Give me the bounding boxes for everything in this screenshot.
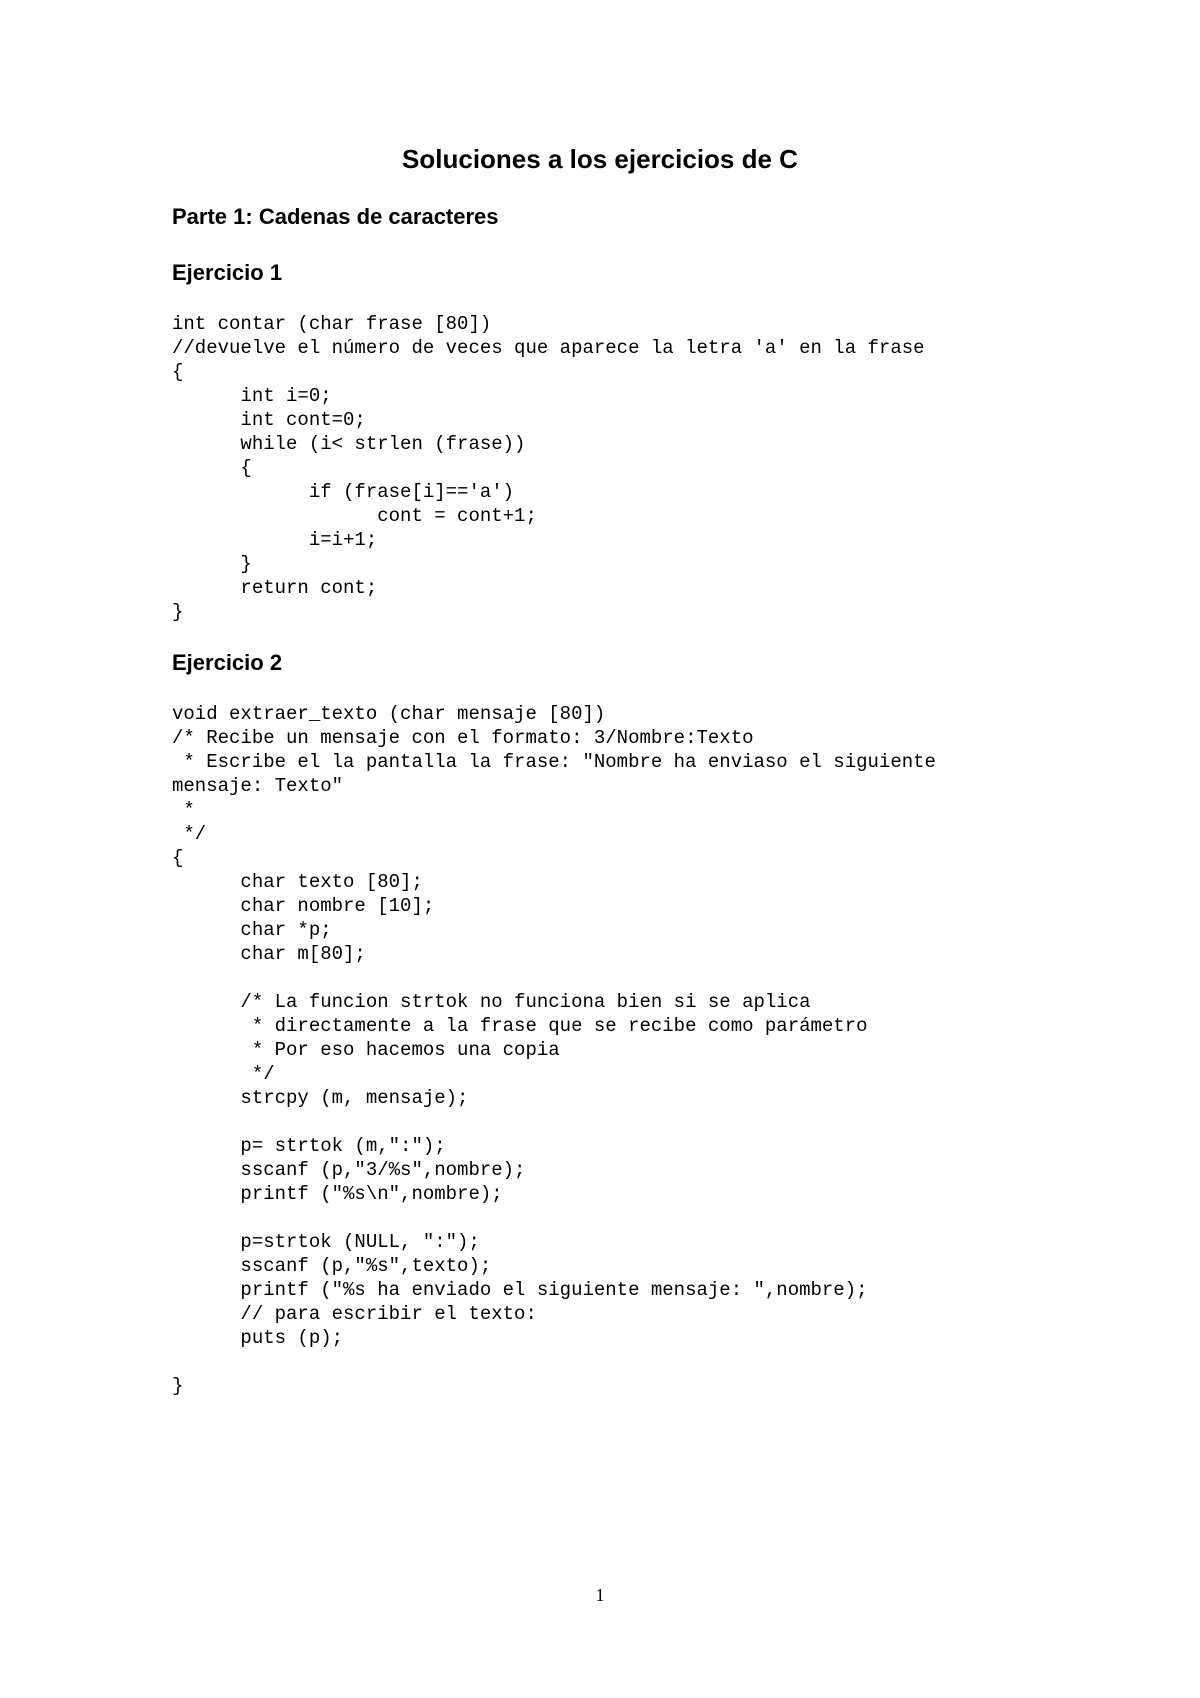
- code-line: while (i< strlen (frase)): [172, 433, 526, 455]
- document-title: Soluciones a los ejercicios de C: [402, 144, 798, 174]
- code-line: {: [172, 847, 184, 869]
- code-line: /* La funcion strtok no funciona bien si se aplica: [172, 991, 811, 1013]
- code-line: *: [172, 799, 195, 821]
- code-line: {: [172, 361, 184, 383]
- code-line: [172, 966, 1052, 990]
- code-line: // para escribir el texto:: [172, 1303, 537, 1325]
- code-line: }: [172, 601, 184, 623]
- code-line: char m[80];: [172, 943, 366, 965]
- exercise-2-code-block: [172, 702, 1052, 1398]
- code-line: int contar (char frase [80]): [172, 313, 492, 335]
- code-line: //devuelve el número de veces que aparece la letra 'a' en la frase: [172, 337, 925, 359]
- code-line: strcpy (m, mensaje);: [172, 1087, 469, 1109]
- code-line: /* Recibe un mensaje con el formato: 3/Nombre:Texto: [172, 727, 754, 749]
- code-line: }: [172, 1375, 184, 1397]
- code-line: if (frase[i]=='a'): [172, 481, 515, 503]
- code-line: int cont=0;: [172, 409, 366, 431]
- code-line: i=i+1;: [172, 529, 378, 551]
- code-line: cont = cont+1;: [172, 505, 537, 527]
- code-line: * Por eso hacemos una copia: [172, 1039, 560, 1061]
- code-line: {: [172, 457, 252, 479]
- part-heading: Parte 1: Cadenas de caracteres: [172, 204, 499, 229]
- code-line: }: [172, 553, 252, 575]
- code-line: sscanf (p,"%s",texto);: [172, 1255, 492, 1277]
- code-line: p= strtok (m,":");: [172, 1135, 446, 1157]
- code-line: printf ("%s ha enviado el siguiente mensaje: ",nombre);: [172, 1279, 868, 1301]
- code-line: * Escribe el la pantalla la frase: "Nombre ha enviaso el siguiente: [172, 751, 936, 773]
- exercise-1-heading: Ejercicio 1: [172, 260, 283, 285]
- code-line: p=strtok (NULL, ":");: [172, 1231, 480, 1253]
- page-number: 1: [595, 1585, 605, 1605]
- code-line: sscanf (p,"3/%s",nombre);: [172, 1159, 526, 1181]
- exercise-2-heading: Ejercicio 2: [172, 650, 283, 675]
- code-line: void extraer_texto (char mensaje [80]): [172, 703, 606, 725]
- code-line: char texto [80];: [172, 871, 423, 893]
- code-line: mensaje: Texto": [172, 775, 344, 797]
- code-line: printf ("%s\n",nombre);: [172, 1183, 503, 1205]
- code-line: char nombre [10];: [172, 895, 435, 917]
- code-line: [172, 1206, 1052, 1230]
- code-line: */: [172, 1063, 275, 1085]
- code-line: * directamente a la frase que se recibe como parámetro: [172, 1015, 868, 1037]
- code-line: return cont;: [172, 577, 378, 599]
- code-line: int i=0;: [172, 385, 332, 407]
- code-line: char *p;: [172, 919, 332, 941]
- code-line: [172, 1110, 1052, 1134]
- exercise-1-code-block: [172, 312, 1052, 624]
- code-line: [172, 1350, 1052, 1374]
- code-line: puts (p);: [172, 1327, 344, 1349]
- code-line: */: [172, 823, 207, 845]
